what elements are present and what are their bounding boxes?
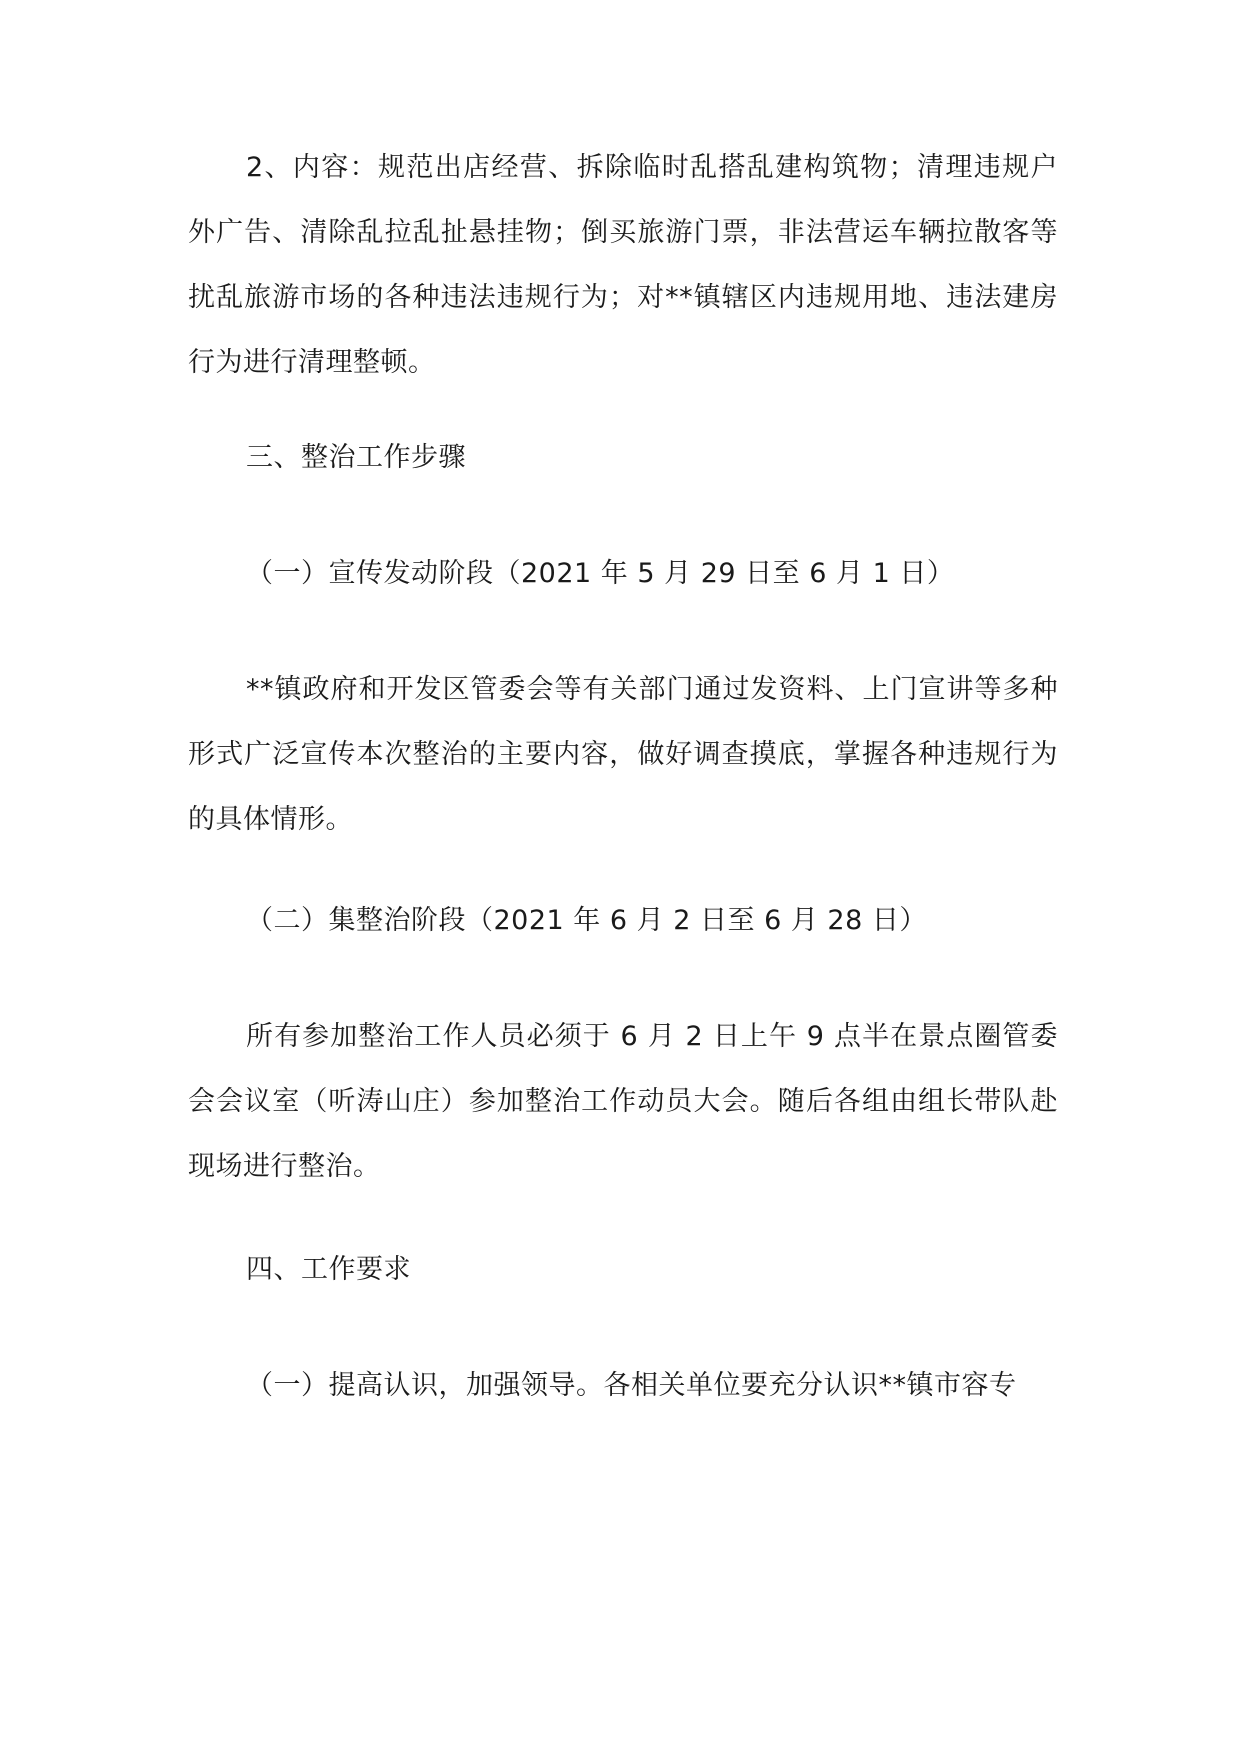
subheading-rectification-stage: （二）集整治阶段（2021 年 6 月 2 日至 6 月 28 日） (246, 905, 927, 936)
section-heading-steps: 三、整治工作步骤 (246, 442, 466, 473)
paragraph-content-scope: 2、内容：规范出店经营、拆除临时乱搭乱建构筑物；清理违规户外广告、清除乱拉乱扯悬挂物；倒买旅游门票，非法营运车辆拉散客等扰乱旅游市场的各种违法违规行为；对**镇辖区内违规用地、违法建房行为进行清理整顿。 (188, 152, 1058, 378)
subheading-publicity-stage: （一）宣传发动阶段（2021 年 5 月 29 日至 6 月 1 日） (246, 558, 955, 589)
paragraph-mobilization: 所有参加整治工作人员必须于 6 月 2 日上午 9 点半在景点圈管委会会议室（听涛山庄）参加整治工作动员大会。随后各组由组长带队赴现场进行整治。 (188, 1021, 1058, 1182)
paragraph-publicity: **镇政府和开发区管委会等有关部门通过发资料、上门宣讲等多种形式广泛宣传本次整治的主要内容，做好调查摸底，掌握各种违规行为的具体情形。 (188, 674, 1058, 835)
paragraph-awareness: （一）提高认识，加强领导。各相关单位要充分认识**镇市容专 (246, 1370, 1017, 1401)
section-heading-requirements: 四、工作要求 (246, 1254, 411, 1285)
